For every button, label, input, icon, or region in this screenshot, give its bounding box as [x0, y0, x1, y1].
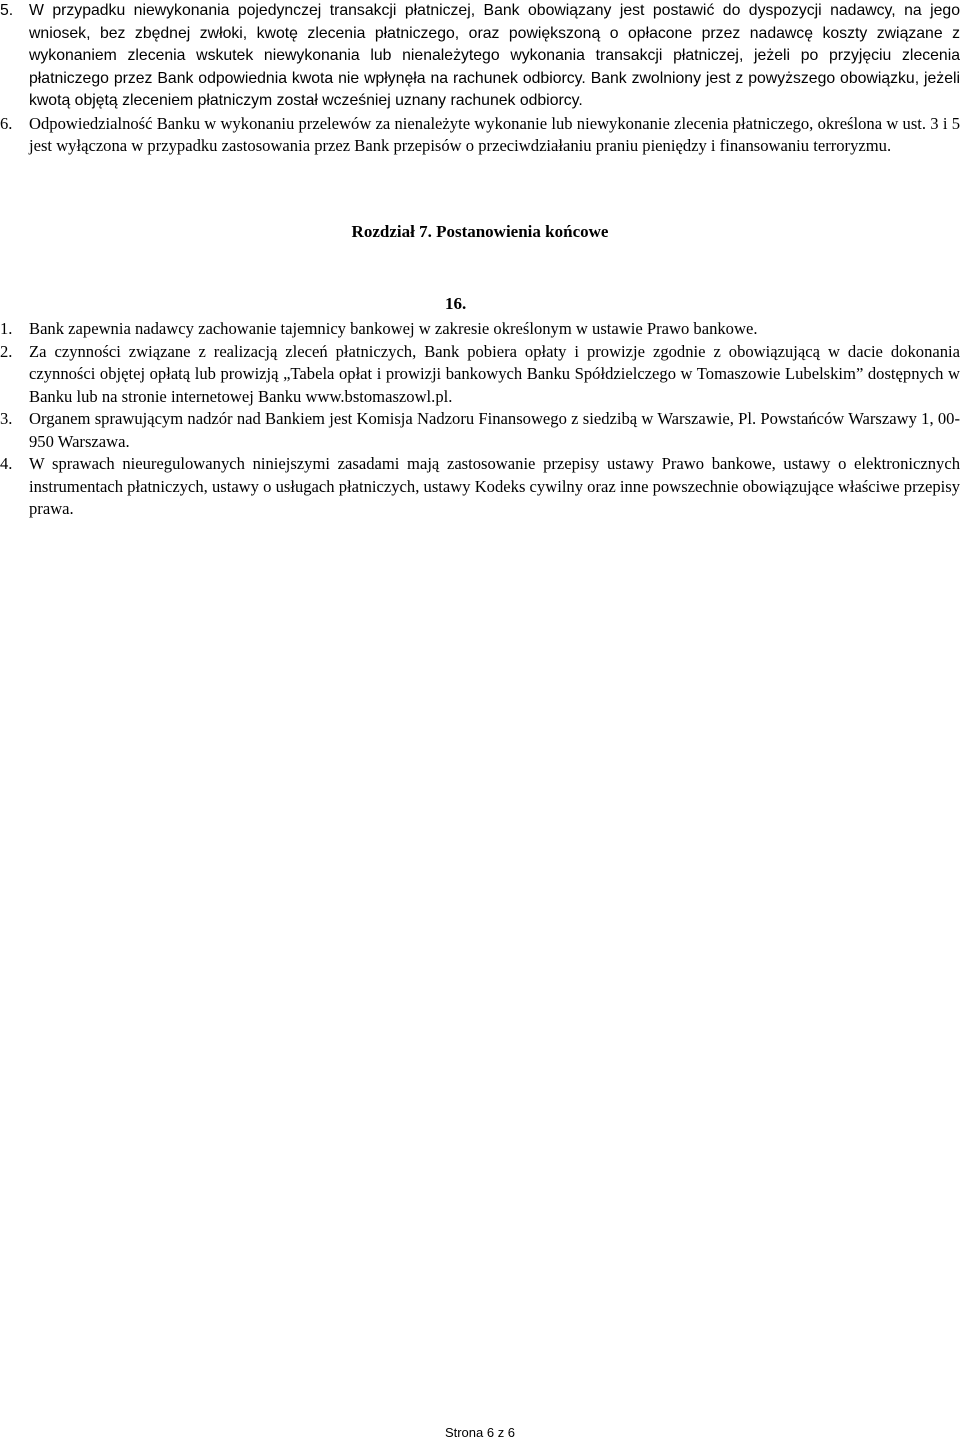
item-text: W przypadku niewykonania pojedynczej transakcji płatniczej, Bank obowiązany jest postawić do dyspozycji nadawcy, na jego wniosek, bez zbędnej zwłoki, kwotę zlecenia płatniczego, oraz powiększoną o opłacone przez nadawcę koszty związane z wykonaniem zlecenia wskutek niewykonania lub nienależytego wykonania transakcji płatniczej, jeżeli po przyjęciu zlecenia płatniczego przez Bank odpowiednia kwota nie wpłynęła na rachunek odbiorcy. Bank zwolniony jest z powyższego obowiązku, jeżeli kwotą objętą zleceniem płatniczym został wcześniej uznany rachunek odbiorcy.: [29, 2, 960, 109]
section-number: 16.: [445, 294, 467, 313]
list-item-5: [0, 0, 960, 113]
item-text: W sprawach nieuregulowanych niniejszymi zasadami mają zastosowanie przepisy ustawy Prawo bankowe, ustawy o elektronicznych instrumentach płatniczych, ustawy o usługach płatniczych, ustawy Kodeks cywilny oraz inne powszechnie obowiązujące właściwe przepisy prawa.: [29, 454, 960, 518]
list-item-6: [0, 113, 960, 158]
chapter-title: Rozdział 7. Postanowienia końcowe: [351, 222, 609, 241]
item-number: 6.: [0, 113, 13, 133]
page-footer: Strona 6 z 6: [444, 1425, 516, 1440]
paragraph-list-top: [0, 0, 960, 158]
paragraph-list-bottom: [0, 318, 960, 521]
item-number: 2.: [0, 341, 13, 361]
item-text: Za czynności związane z realizacją zleceń płatniczych, Bank pobiera opłaty i prowizje zgodnie z obowiązującą w dacie dokonania czynności objętej opłatą lub prowizją „Tabela opłat i prowizji bankowych Banku Spółdzielczego w Tomaszowie Lubelskim” dostępnych w Banku lub na stronie internetowej Banku www.bstomaszowl.pl.: [29, 341, 960, 406]
item-text: Odpowiedzialność Banku w wykonaniu przelewów za nienależyte wykonanie lub niewykonanie zlecenia płatniczego, określona w ust. 3 i 5 jest wyłączona w przypadku zastosowania przez Bank przepisów o przeciwdziałaniu praniu pieniędzy i finansowaniu terroryzmu.: [29, 113, 960, 155]
list-item-2: [0, 341, 960, 409]
list-item-3: [0, 408, 960, 453]
item-number: 5.: [0, 2, 14, 19]
item-number: 1.: [0, 319, 13, 338]
item-number: 4.: [0, 454, 13, 473]
item-number: 3.: [0, 409, 13, 428]
list-item-4: [0, 453, 960, 521]
list-item-1: [0, 318, 960, 341]
item-text: Organem sprawującym nadzór nad Bankiem jest Komisja Nadzoru Finansowego z siedzibą w Warszawie, Pl. Powstańców Warszawy 1, 00-950 Warszawa.: [29, 409, 960, 451]
item-text: Bank zapewnia nadawcy zachowanie tajemnicy bankowej w zakresie określonym w ustawie Prawo bankowe.: [29, 319, 758, 338]
